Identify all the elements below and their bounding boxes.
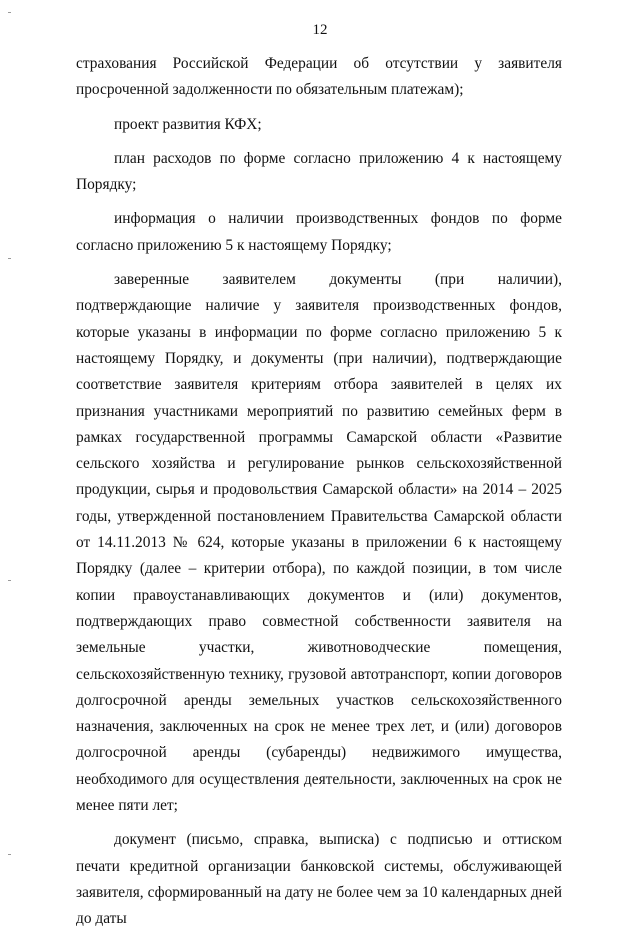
- paragraph-certified-documents: заверенные заявителем документы (при наличии), подтверждающие наличие у заявителя производственных фондов, которые указаны в информации по форме согласно приложению 5 к настоящему Порядку, и документы (при наличии), подтверждающие соответствие заявителя критериям отбора заявителей в целях их признания участниками мероприятий по развитию семейных ферм в рамках государственной программы Самарской области «Развитие сельского хозяйства и регулирование рынков сельскохозяйственной продукции, сырья и продовольствия Самарской области» на 2014 – 2025 годы, утвержденной постановлением Правительства Самарской области от 14.11.2013 № 624, которые указаны в приложении 6 к настоящему Порядку (далее – критерии отбора), по каждой позиции, в том числе копии правоустанавливающих документов и (или) документов, подтверждающих право совместной собственности заявителя на земельные участки, животноводческие помещения, сельскохозяйственную технику, грузовой автотранспорт, копии договоров долгосрочной аренды земельных участков сельскохозяйственного назначения, заключенных на срок не менее трех лет, и (или) договоров долгосрочной аренды (субаренды) недвижимого имущества, необходимого для осуществления деятельности, заключенных на срок не менее пяти лет;: [76, 271, 562, 815]
- page-number: 12: [312, 22, 328, 38]
- scan-margin-mark: [8, 580, 11, 581]
- paragraph-bank-document: документ (письмо, справка, выписка) с подписью и оттиском печати кредитной организации банковской системы, обслуживающей заявителя, сформированный на дату не более чем за 10 календарных дней до даты: [76, 831, 562, 928]
- paragraph-insurance-continuation: страхования Российской Федерации об отсутствии у заявителя просроченной задолженности по обязательным платежам);: [76, 55, 562, 99]
- paragraph-expense-plan: план расходов по форме согласно приложению 4 к настоящему Порядку;: [76, 149, 562, 194]
- scan-margin-mark: [8, 258, 11, 259]
- paragraph-kfh-project: проект развития КФХ;: [114, 115, 262, 133]
- scan-margin-mark: [8, 854, 11, 855]
- scan-margin-mark: [8, 12, 11, 13]
- document-body: [76, 51, 562, 933]
- paragraph-production-funds-info: информация о наличии производственных фондов по форме согласно приложению 5 к настоящему Порядку;: [76, 210, 562, 254]
